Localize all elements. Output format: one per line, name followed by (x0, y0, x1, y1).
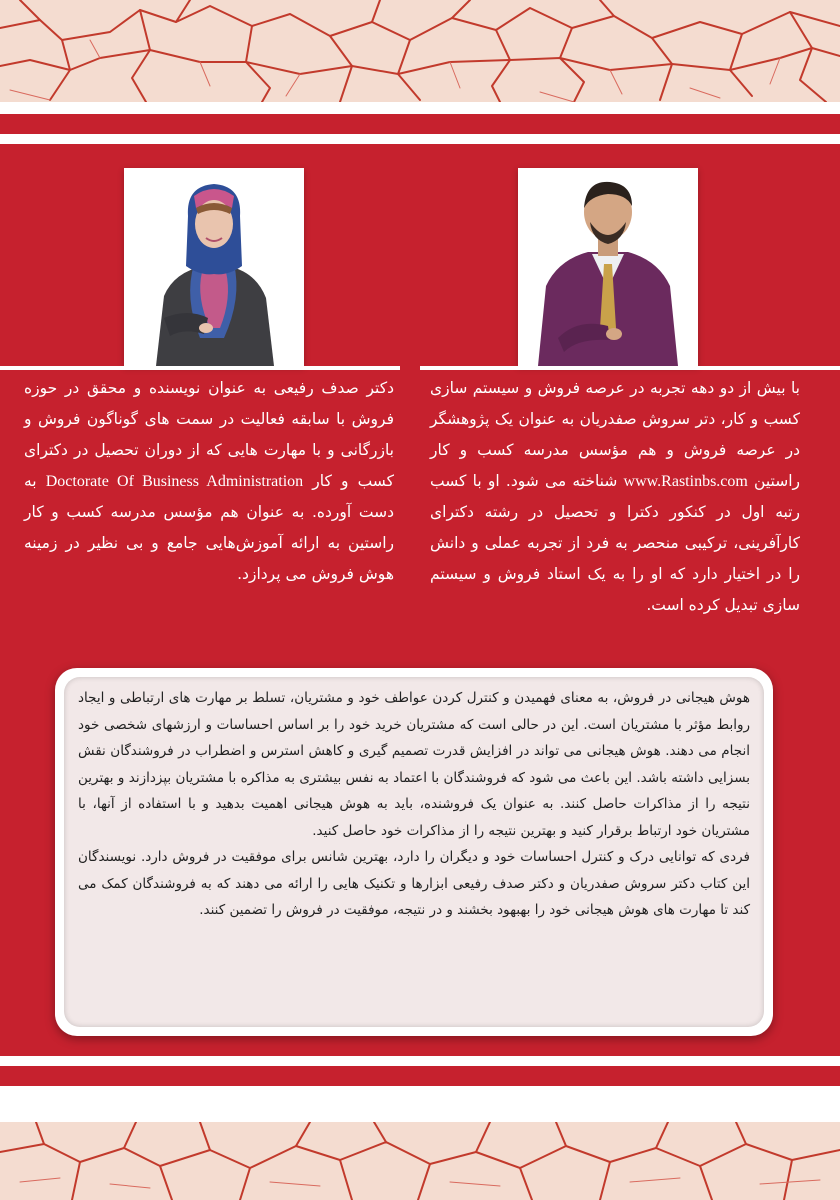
author-left-bio-text: دکتر صدف رفیعی به عنوان نویسنده و محقق در حوزه فروش با سابقه فعالیت در سمت های گوناگون فروش و بازرگانی و با مهارت هایی که از دوران تحصیل در دکترای کسب و کار (24, 379, 395, 490)
man-portrait-icon (518, 168, 698, 366)
author-right-bio-text-2: شناخته می شود. او با کسب رتبه اول در کنکور دکترا و تحصیل در رشته دکترای کارآفرینی، ترکیبی منحصر به فرد از تجربه عملی و دانش را در اختیار دارد که او را به یک استاد فروش و سیستم سازی تبدیل کرده است. (430, 472, 800, 614)
left-divider-line (0, 366, 400, 370)
author-left-bio (24, 373, 394, 590)
crackle-pattern-bottom (0, 1122, 840, 1200)
description-paragraph-1: هوش هیجانی در فروش، به معنای فهمیدن و کنترل کردن عواطف خود و مشتریان، تسلط بر مهارت های ارتباطی و ایجاد روابط مؤثر با مشتریان است. این در حالی است که مشتریان خرید خود را بر اساس احساسات و ارزشهای شخصی خود انجام می دهند. هوش هیجانی می تواند در افزایش قدرت تصمیم گیری و کاهش استرس و اضطراب در فروشندگان نقش بسزایی داشته باشد. این باعث می شود که فروشندگان با اعتماد به نفس بیشتری به مذاکره با مشتریان بپزدازند و بهترین نتیجه را از مذاکرات حاصل کنند. به عنوان یک فروشنده، باید به هوش هیجانی اهمیت بدهید و با استفاده از آنها، با مشتریان خود ارتباط برقرار کنید و بهترین نتیجه را از مذاکرات خود حاصل کنید. (78, 690, 750, 839)
author-left-bio-text-2: به دست آورده. به عنوان هم مؤسس مدرسه کسب و کار راستین به ارائه آموزش‌هایی جامع و بی نظیر در زمینه هوش فروش می پردازد. (24, 472, 394, 583)
top-red-stripe (0, 114, 840, 134)
right-divider-line (420, 366, 840, 370)
author-right-website: www.Rastinbs.com (623, 473, 748, 490)
description-inner-panel (64, 677, 764, 1027)
description-box (55, 668, 773, 1036)
top-crackle-texture (0, 0, 840, 102)
bottom-white-stripe (0, 1056, 840, 1066)
description-paragraph-2: فردی که توانایی درک و کنترل احساسات خود و دیگران را دارد، بهترین شانس برای موفقیت در فروش دارد. نویسندگان این کتاب دکتر سروش صفدریان و دکتر صدف رفیعی ابزارها و تکنیک هایی را ارائه می دهند که به فروشندگان کمک می کند تا مهارت های هوش هیجانی خود را بهبهود بخشند و در نتیجه، موفقیت در فروش را تضمین کنند. (78, 849, 750, 918)
bottom-white-stripe-2 (0, 1086, 840, 1122)
top-white-stripe-2 (0, 134, 840, 144)
bottom-crackle-texture (0, 1122, 840, 1200)
woman-portrait-icon (124, 168, 304, 366)
top-white-stripe (0, 102, 840, 114)
author-right-bio-text: با بیش از دو دهه تجربه در عرصه فروش و سیستم سازی کسب و کار، دتر سروش صفدریان به عنوان یک پژوهشگر در عرصه فروش و هم مؤسس مدرسه کسب و کار راستین (430, 379, 800, 490)
author-right-photo (518, 168, 698, 366)
author-left-degree: Doctorate Of Business Administration (45, 473, 304, 490)
author-right-bio (430, 373, 800, 621)
author-left-photo (124, 168, 304, 366)
bottom-red-stripe (0, 1066, 840, 1086)
crackle-pattern-top (0, 0, 840, 102)
